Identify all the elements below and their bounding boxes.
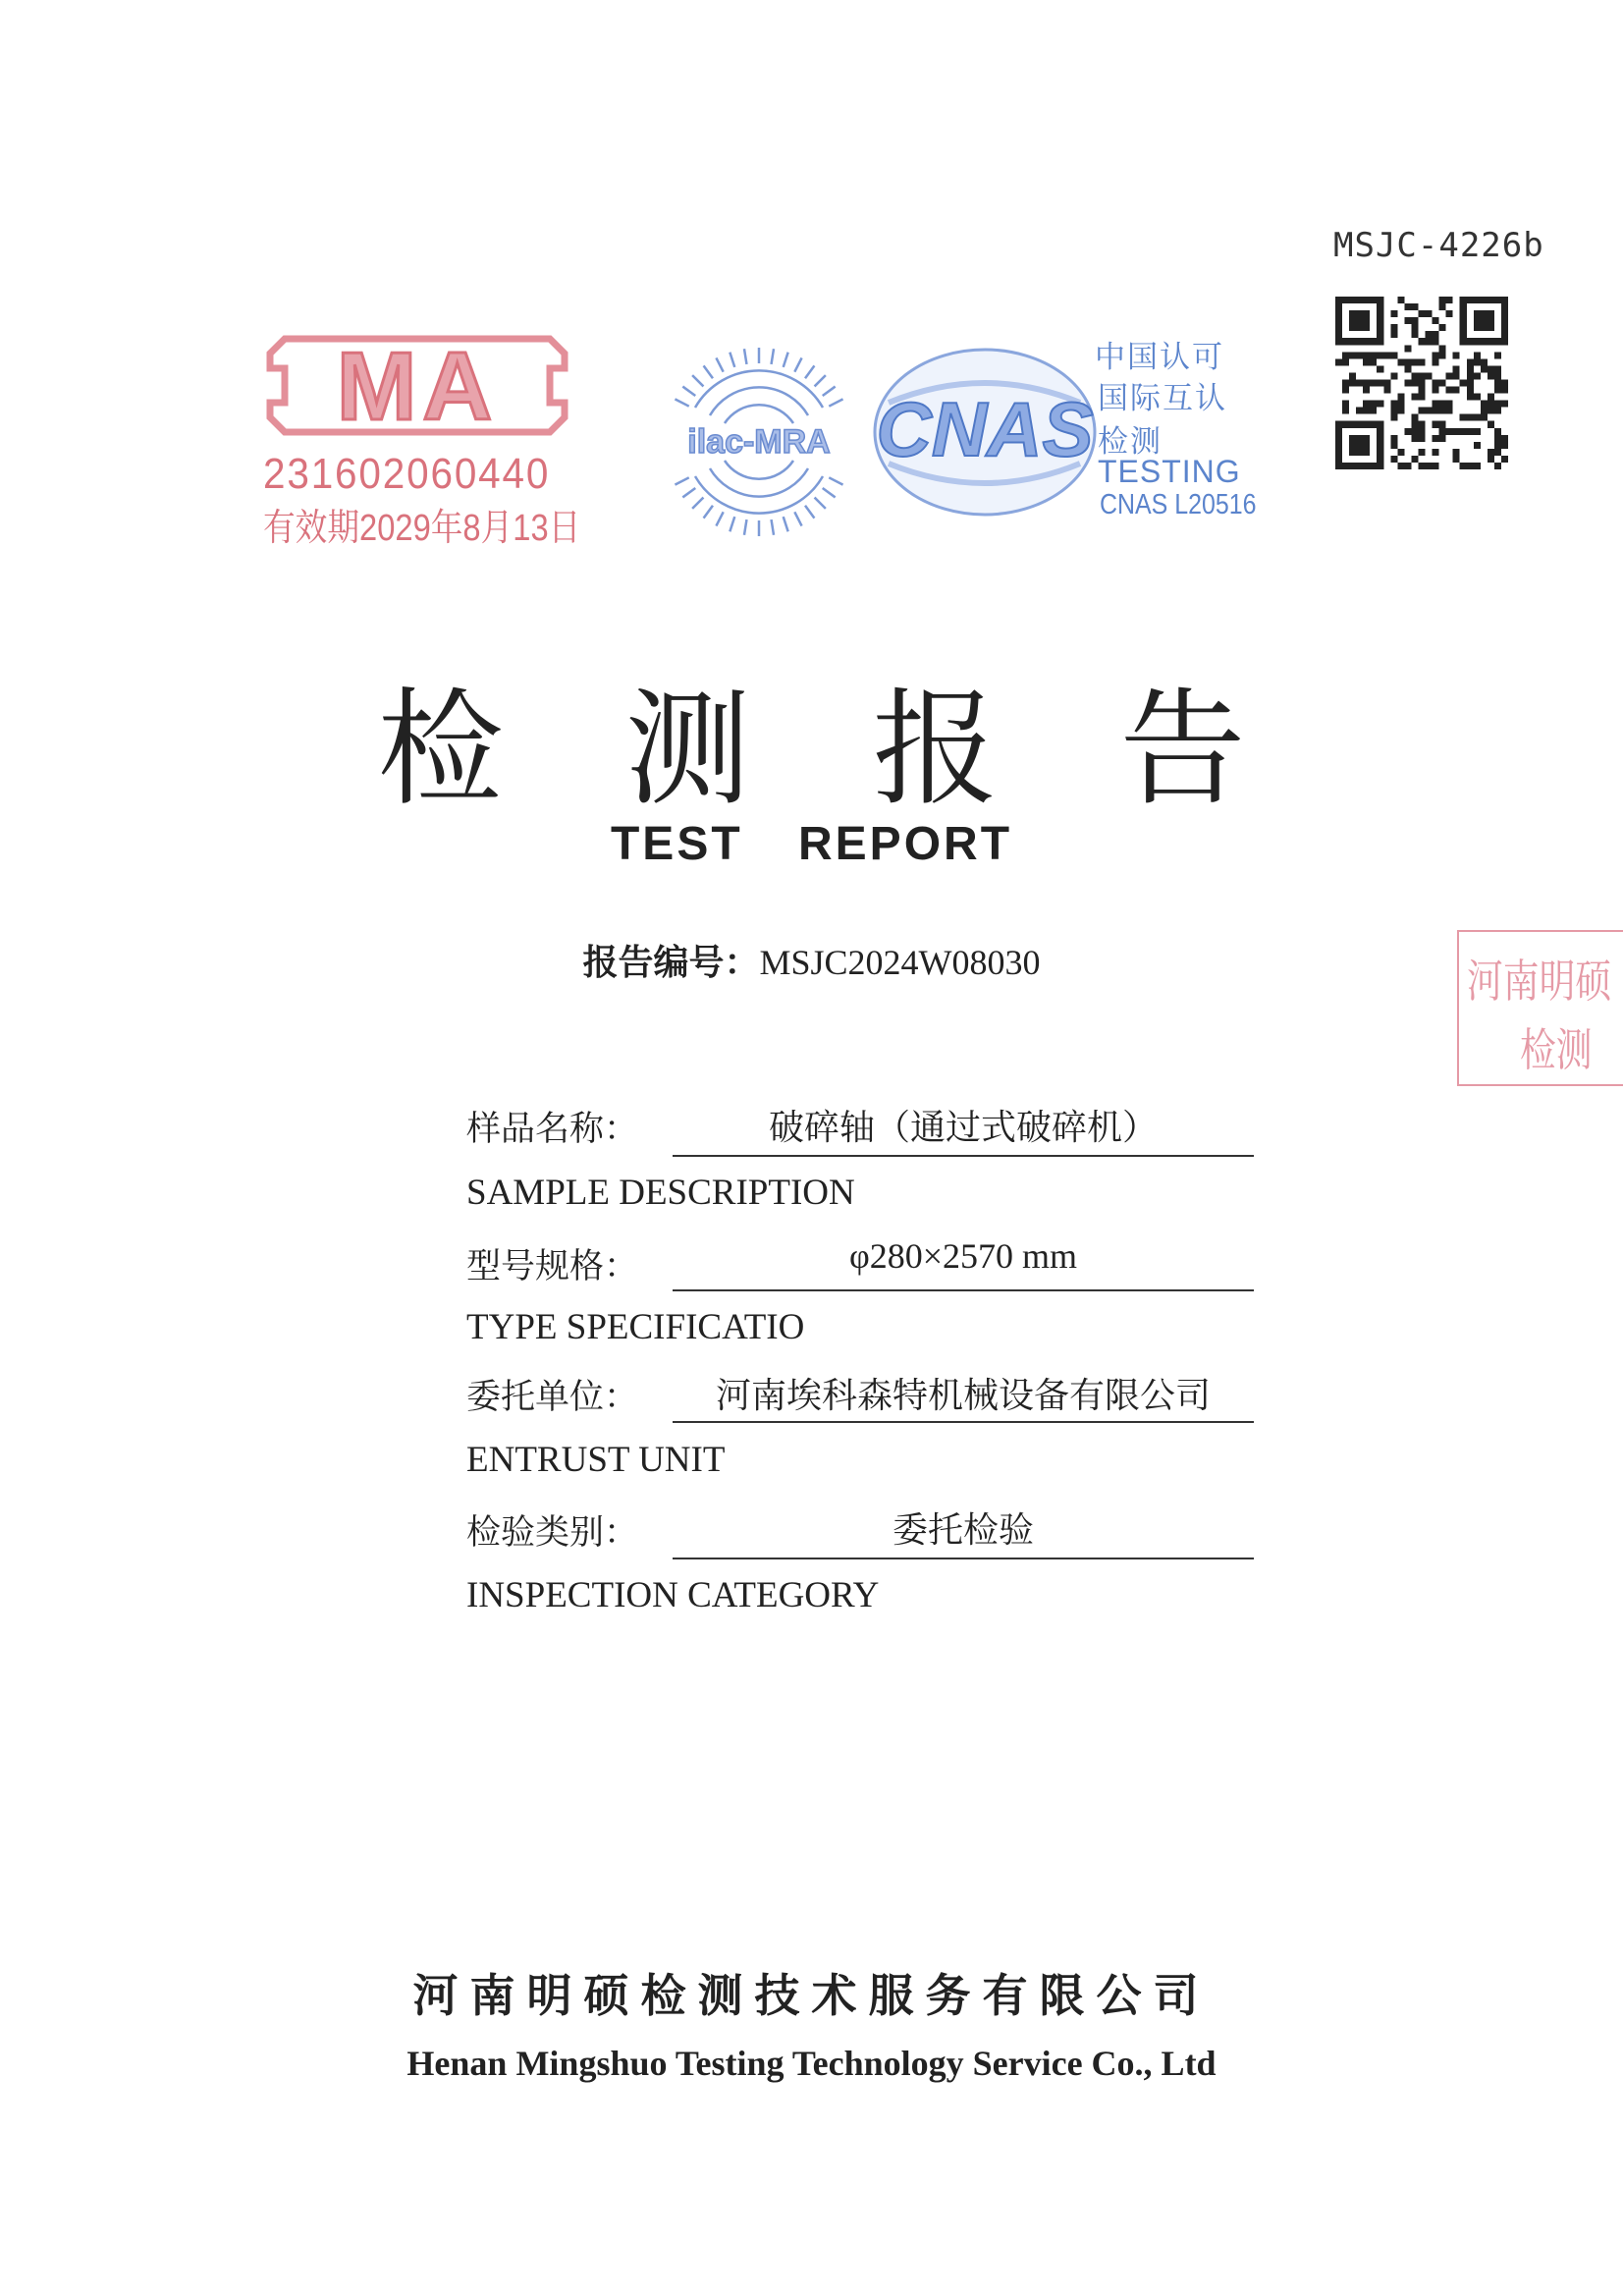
report-number-value: MSJC2024W08030 xyxy=(759,943,1041,982)
side-stamp-line1: 河南明硕 xyxy=(1467,955,1612,1008)
cnas-testing-label: TESTING xyxy=(1098,454,1241,489)
inspection-category-value: 委托检验 xyxy=(892,1510,1034,1551)
sample-name-value: 破碎轴（通过式破碎机） xyxy=(768,1108,1158,1148)
type-spec-underline xyxy=(673,1289,1254,1291)
company-name-cn: 河南明硕检测技术服务有限公司 xyxy=(412,1969,1211,2022)
title-char: 报 xyxy=(872,677,1059,823)
cnas-text-line1: 中国认可 xyxy=(1095,340,1224,374)
qr-code-icon xyxy=(1335,297,1508,469)
inspection-category-underline xyxy=(673,1558,1254,1559)
ma-stamp-number: 231602060440 xyxy=(263,450,551,498)
entrust-unit-label-en: ENTRUST UNIT xyxy=(466,1440,726,1480)
entrust-unit-label: 委托单位： xyxy=(466,1378,639,1417)
svg-text:CNAS: CNAS xyxy=(876,386,1094,472)
sample-name-underline xyxy=(673,1155,1254,1157)
type-spec-label: 型号规格： xyxy=(466,1247,639,1286)
inspection-category-label: 检验类别： xyxy=(466,1513,639,1553)
svg-text:MA: MA xyxy=(336,332,499,440)
page-title-cn xyxy=(0,648,1623,829)
svg-text:ilac-MRA: ilac-MRA xyxy=(687,423,831,461)
cnas-text-line3: 检测 xyxy=(1098,424,1163,459)
cnas-text-line2: 国际互认 xyxy=(1098,381,1227,415)
company-name-en: Henan Mingshuo Testing Technology Service Co., Ltd xyxy=(406,2044,1217,2083)
title-char: 测 xyxy=(624,677,812,823)
sample-name-label: 样品名称： xyxy=(466,1110,639,1149)
ma-stamp-validity: 有效期2029年8月13日 xyxy=(263,508,581,549)
report-number-label: 报告编号： xyxy=(582,943,760,983)
type-specification-label-en: TYPE SPECIFICATIO xyxy=(466,1307,805,1347)
cnas-code: CNAS L20516 xyxy=(1100,489,1257,520)
inspection-category-label-en: INSPECTION CATEGORY xyxy=(466,1575,880,1615)
side-stamp-line2: 检测 xyxy=(1520,1023,1593,1076)
title-char: 检 xyxy=(377,677,565,823)
page-title-en: TEST REPORT xyxy=(610,818,1013,870)
title-char: 告 xyxy=(1119,677,1307,823)
entrust-unit-underline xyxy=(673,1421,1254,1423)
entrust-unit-value: 河南埃科森特机械设备有限公司 xyxy=(715,1376,1211,1416)
type-spec-value: φ280×2570 mm xyxy=(848,1236,1078,1276)
cnas-logo xyxy=(869,344,1100,520)
document-code: MSJC-4226b xyxy=(1333,226,1544,265)
sample-description-label-en: SAMPLE DESCRIPTION xyxy=(466,1173,855,1213)
ilac-mra-logo xyxy=(656,339,862,545)
report-number xyxy=(0,935,1623,985)
